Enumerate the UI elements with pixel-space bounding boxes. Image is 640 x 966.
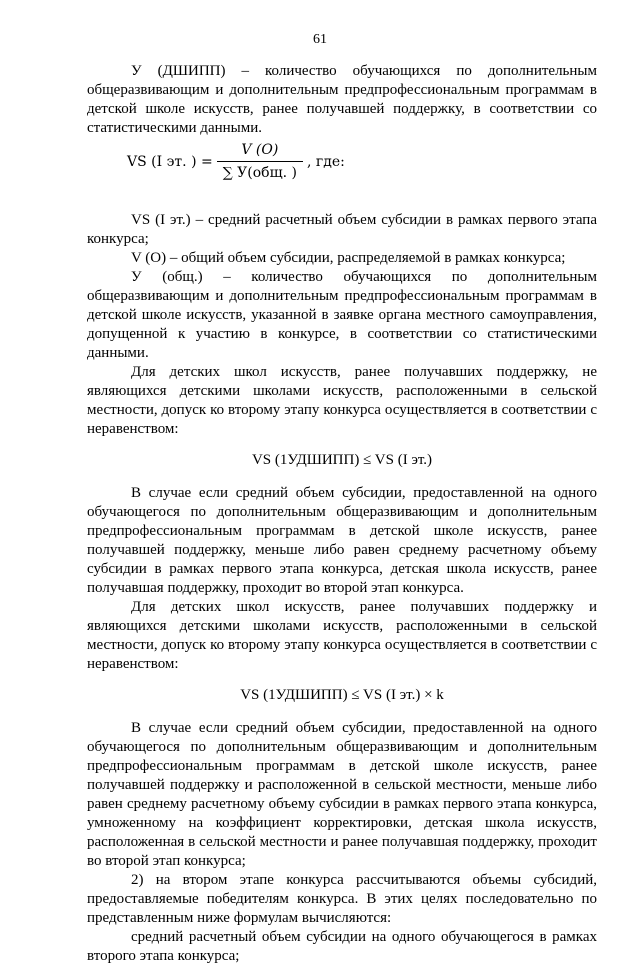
paragraph-rural-condition: В случае если средний объем субсидии, предоставленной на одного обучающегося по дополнительным общеразвивающим и дополнительным предпрофессиональным программам в детской школе искусств, ранее получавшей поддержку и расположенной в сельской местности, меньше либо равен среднему расчетному объему субсидии в рамках первого этапа конкурса, умноженному на коэффициент корректировки, детская школа искусств, расположенная в сельской местности и ранее получавшая поддержку, проходит во второй этап конкурса; (87, 720, 597, 869)
formula-lhs: VS (I эт. ) = (127, 153, 213, 170)
paragraph-average-subsidy: средний расчетный объем субсидии на одного обучающегося в рамках второго этапа конкурса; (87, 929, 597, 964)
inequality-rural: VS (1УДШИПП) ≤ VS (I эт.) × k (240, 687, 444, 703)
definition-total-volume: V (O) – общий объем субсидии, распределяемой в рамках конкурса; (131, 250, 566, 266)
paragraph-second-stage: 2) на втором этапе конкурса рассчитываются объемы субсидий, предоставляемые победителям конкурса. В этих целях последовательно по представленным ниже формулам вычисляются: (87, 872, 597, 926)
definition-total-students: У (общ.) – количество обучающихся по дополнительным общеразвивающим и дополнительным предпрофессиональным программам в детской школе искусств, указанной в заявке органа местного самоуправления, допущенной к участию в конкурсе, в соответствии со статистическими данными. (87, 269, 597, 361)
formula-vs-first-stage (127, 141, 597, 183)
inequality-non-rural: VS (1УДШИПП) ≤ VS (I эт.) (251, 452, 433, 468)
definition-vs-first-stage: VS (I эт.) – средний расчетный объем субсидии в рамках первого этапа конкурса; (87, 212, 597, 247)
page-number: 61 (313, 32, 327, 47)
formula-numerator: V (O) (241, 142, 279, 158)
formula-fraction (217, 141, 303, 183)
paragraph-non-rural-admission: Для детских школ искусств, ранее получавших поддержку, не являющихся детскими школами искусств, расположенными в сельской местности, допуск ко второму этапу конкурса осуществляется в соответствии с неравенством: (87, 364, 597, 437)
formula-suffix: , где: (307, 153, 345, 170)
paragraph-ushipp-definition: У (ДШИПП) – количество обучающихся по дополнительным общеразвивающим и дополнительным предпрофессиональным программам в детской школе искусств, ранее получавшей поддержку, в соответствии со статистическими данными. (87, 63, 597, 136)
page-content (87, 62, 597, 966)
paragraph-non-rural-condition: В случае если средний объем субсидии, предоставленной на одного обучающегося по дополнительным общеразвивающим и дополнительным предпрофессиональным программам в детской школе искусств, ранее получавшей поддержку, меньше либо равен среднему расчетному объему субсидии в рамках первого этапа конкурса, детская школа искусств, ранее получавшая поддержку, проходит во второй этап конкурса. (87, 485, 597, 596)
paragraph-rural-admission: Для детских школ искусств, ранее получавших поддержку и являющихся детскими школами искусств, расположенными в сельской местности, допуск ко второму этапу конкурса осуществляется в соответствии с неравенством: (87, 599, 597, 672)
formula-denominator: ∑ У(общ. ) (217, 161, 303, 183)
